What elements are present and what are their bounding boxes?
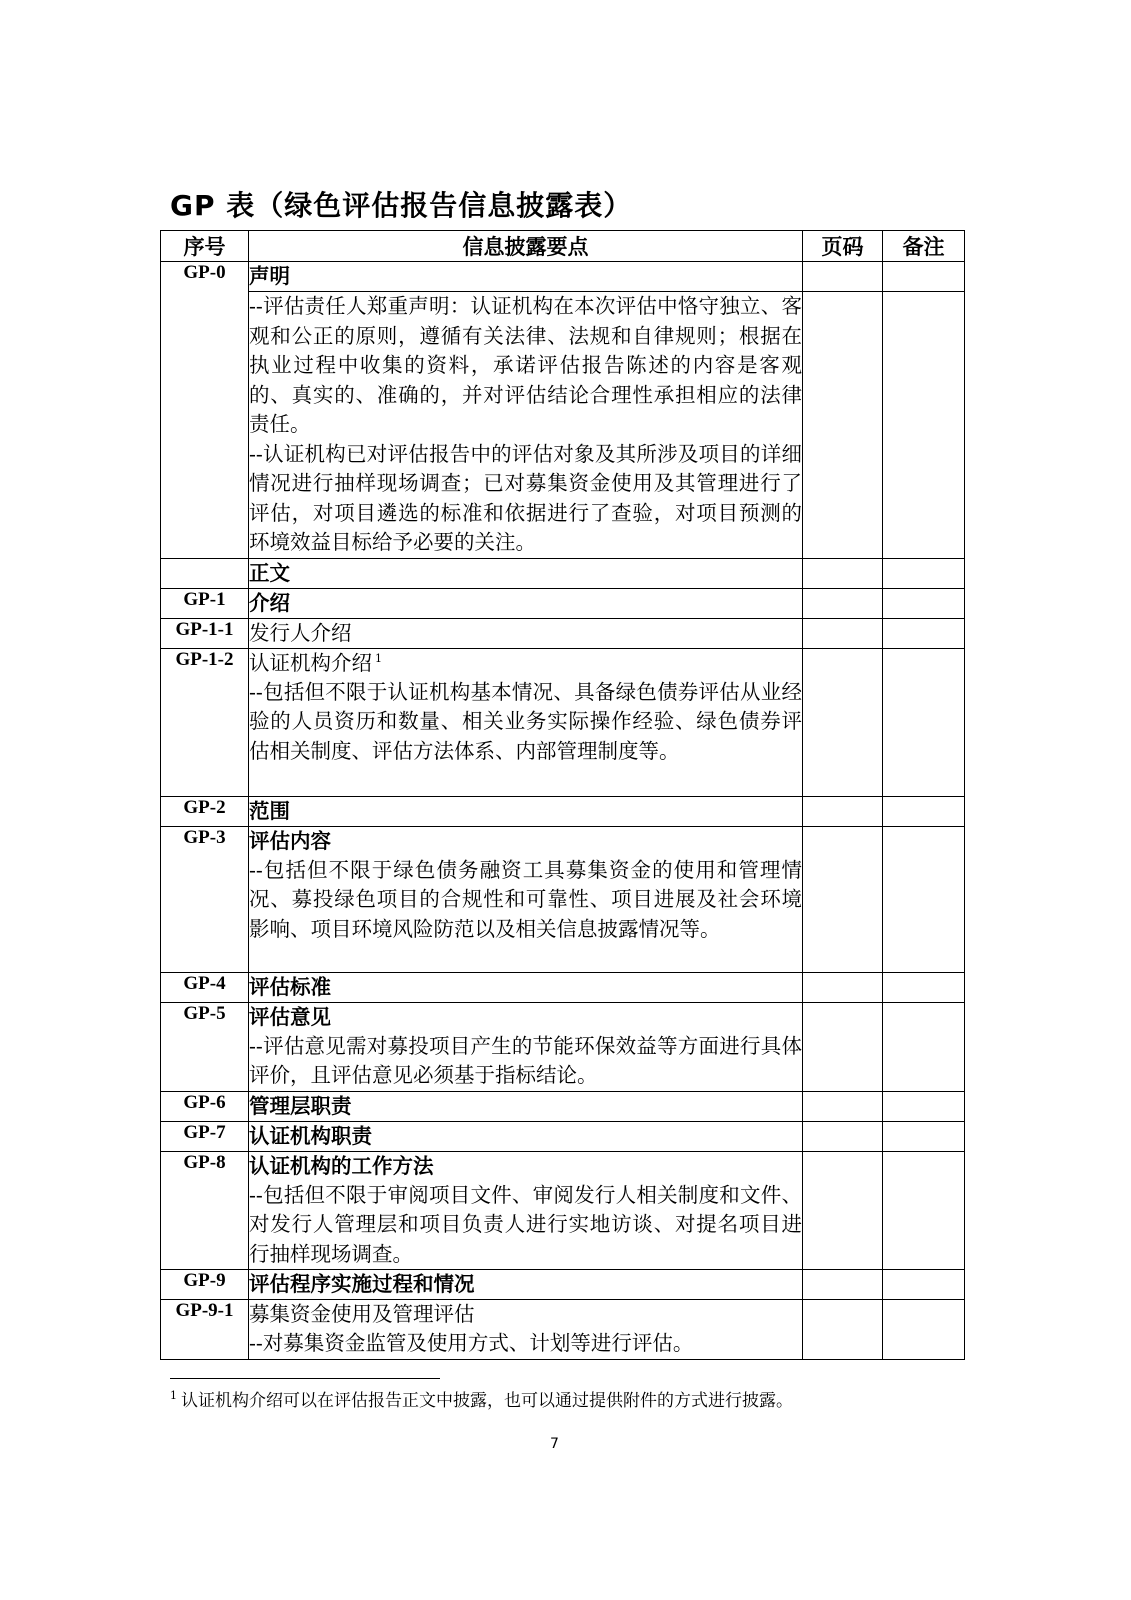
- remark-cell: [883, 262, 965, 292]
- footnote: [170, 1386, 793, 1411]
- row-code: GP-9: [161, 1270, 249, 1300]
- footnote-mark: 1: [170, 1389, 177, 1403]
- page-number: 7: [550, 1436, 559, 1452]
- row-content: [249, 1300, 803, 1360]
- table-row: [161, 648, 965, 796]
- row-code: GP-3: [161, 826, 249, 972]
- row-code: GP-5: [161, 1002, 249, 1091]
- row-content: [249, 796, 803, 826]
- page-cell: [803, 1151, 883, 1270]
- footnote-text: 认证机构介绍可以在评估报告正文中披露，也可以通过提供附件的方式进行披露。: [181, 1391, 793, 1411]
- table-row: [161, 292, 965, 559]
- page-cell: [803, 1002, 883, 1091]
- row-title: 募集资金使用及管理评估: [249, 1302, 475, 1326]
- row-content: [249, 618, 803, 648]
- row-title: 评估标准: [249, 974, 331, 999]
- row-title: 发行人介绍: [249, 620, 352, 645]
- table-row: [161, 262, 965, 292]
- row-title: 认证机构职责: [249, 1123, 372, 1148]
- row-title: 评估程序实施过程和情况: [249, 1272, 475, 1296]
- table-row: [161, 618, 965, 648]
- row-code: GP-7: [161, 1121, 249, 1151]
- row-title: 评估内容: [249, 828, 331, 853]
- row-title: 范围: [249, 798, 290, 823]
- row-code: GP-8: [161, 1151, 249, 1270]
- row-code: [161, 558, 249, 588]
- row-code: GP-2: [161, 796, 249, 826]
- table-row: [161, 972, 965, 1002]
- page-cell: [803, 588, 883, 618]
- row-description: --评估意见需对募投项目产生的节能环保效益等方面进行具体评价，且评估意见必须基于指标结论。: [249, 1033, 802, 1087]
- table-row: [161, 1151, 965, 1270]
- row-content: [249, 588, 803, 618]
- table-row: [161, 1091, 965, 1121]
- row-title-cell: [249, 262, 803, 292]
- page-cell: [803, 558, 883, 588]
- row-description: --认证机构已对评估报告中的评估对象及其所涉及项目的详细情况进行抽样现场调查；已对募集资金使用及其管理进行了评估，对项目遴选的标准和依据进行了查验，对项目预测的环境效益目标给予必要的关注。: [249, 441, 802, 554]
- table-row: [161, 1002, 965, 1091]
- table-row: [161, 1270, 965, 1300]
- row-code: GP-6: [161, 1091, 249, 1121]
- column-header-item: 信息披露要点: [249, 231, 803, 262]
- footnote-reference[interactable]: 1: [375, 651, 382, 665]
- row-content: [249, 1121, 803, 1151]
- table-row: [161, 796, 965, 826]
- row-description: --评估责任人郑重声明：认证机构在本次评估中恪守独立、客观和公正的原则，遵循有关法律、法规和自律规则；根据在执业过程中收集的资料，承诺评估报告陈述的内容是客观的、真实的、准确的，并对评估结论合理性承担相应的法律责任。: [249, 294, 802, 436]
- page-cell: [803, 292, 883, 559]
- page-cell: [803, 618, 883, 648]
- row-title: 介绍: [249, 590, 290, 615]
- row-description: --包括但不限于审阅项目文件、审阅发行人相关制度和文件、对发行人管理层和项目负责人进行实地访谈、对提名项目进行抽样现场调查。: [249, 1182, 802, 1266]
- page-title: GP 表（绿色评估报告信息披露表）: [170, 189, 633, 222]
- remark-cell: [883, 588, 965, 618]
- page-cell: [803, 1270, 883, 1300]
- column-header-no: 序号: [161, 231, 249, 262]
- row-code: GP-1: [161, 588, 249, 618]
- remark-cell: [883, 1270, 965, 1300]
- remark-cell: [883, 618, 965, 648]
- page-cell: [803, 1121, 883, 1151]
- table-row: [161, 826, 965, 972]
- table-row: [161, 588, 965, 618]
- table-row: [161, 1300, 965, 1360]
- row-title: 认证机构介绍: [249, 650, 372, 675]
- table-row: [161, 1121, 965, 1151]
- row-content: [249, 1270, 803, 1300]
- disclosure-table: [160, 230, 965, 1360]
- remark-cell: [883, 1300, 965, 1360]
- row-content: [249, 648, 803, 796]
- page-cell: [803, 972, 883, 1002]
- row-content: [249, 292, 803, 559]
- row-description: --对募集资金监管及使用方式、计划等进行评估。: [249, 1331, 694, 1355]
- row-content: [249, 972, 803, 1002]
- row-code: GP-0: [161, 262, 249, 559]
- remark-cell: [883, 972, 965, 1002]
- column-header-remark: 备注: [883, 231, 965, 262]
- row-title: 评估意见: [249, 1004, 331, 1029]
- remark-cell: [883, 826, 965, 972]
- remark-cell: [883, 1151, 965, 1270]
- row-content: [249, 1091, 803, 1121]
- table-header-row: [161, 231, 965, 262]
- row-title: 认证机构的工作方法: [249, 1153, 434, 1178]
- row-code: GP-1-2: [161, 648, 249, 796]
- remark-cell: [883, 1121, 965, 1151]
- row-title: 正文: [249, 560, 290, 585]
- row-content: [249, 826, 803, 972]
- table-row: [161, 558, 965, 588]
- remark-cell: [883, 796, 965, 826]
- row-title-line: [249, 649, 802, 678]
- column-header-page: 页码: [803, 231, 883, 262]
- page-cell: [803, 648, 883, 796]
- page-cell: [803, 826, 883, 972]
- row-content: [249, 558, 803, 588]
- page-cell: [803, 796, 883, 826]
- remark-cell: [883, 292, 965, 559]
- footnote-divider: [170, 1378, 440, 1379]
- row-code: GP-1-1: [161, 618, 249, 648]
- row-content: [249, 1151, 803, 1270]
- row-title: 管理层职责: [249, 1093, 352, 1118]
- row-title: 声明: [249, 264, 290, 288]
- page-cell: [803, 262, 883, 292]
- row-content: [249, 1002, 803, 1091]
- row-description: --包括但不限于认证机构基本情况、具备绿色债券评估从业经验的人员资历和数量、相关业务实际操作经验、绿色债券评估相关制度、评估方法体系、内部管理制度等。: [249, 679, 802, 763]
- remark-cell: [883, 1091, 965, 1121]
- remark-cell: [883, 648, 965, 796]
- row-code: GP-4: [161, 972, 249, 1002]
- remark-cell: [883, 1002, 965, 1091]
- remark-cell: [883, 558, 965, 588]
- page-cell: [803, 1300, 883, 1360]
- row-description: --包括但不限于绿色债务融资工具募集资金的使用和管理情况、募投绿色项目的合规性和可靠性、项目进展及社会环境影响、项目环境风险防范以及相关信息披露情况等。: [249, 857, 802, 941]
- row-code: GP-9-1: [161, 1300, 249, 1360]
- page-cell: [803, 1091, 883, 1121]
